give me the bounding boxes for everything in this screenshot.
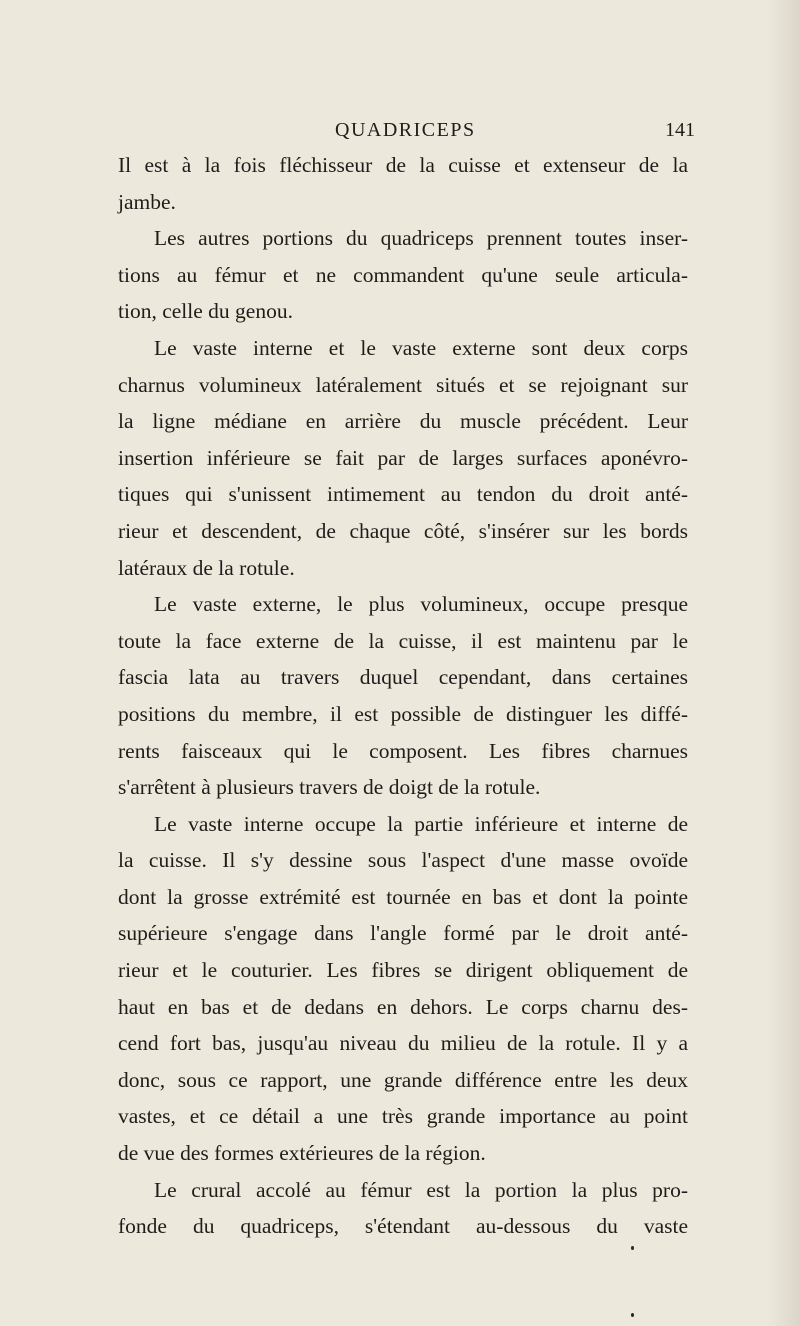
text-line: charnus volumineux latéralement situés et se rejoignant sur — [118, 372, 688, 397]
text-line: rieur et descendent, de chaque côté, s'insérer sur les bords — [118, 518, 688, 543]
text-line: Le vaste externe, le plus volumineux, occupe presque — [154, 592, 688, 617]
text-line: latéraux de la rotule. — [118, 555, 295, 580]
text-line: toute la face externe de la cuisse, il est maintenu par le — [118, 628, 688, 653]
text-line: insertion inférieure se fait par de larges surfaces aponévro- — [118, 445, 688, 470]
text-line: Le vaste interne occupe la partie inférieure et interne de — [154, 811, 688, 836]
text-line: Le crural accolé au fémur est la portion la plus pro- — [154, 1177, 688, 1202]
text-line: la cuisse. Il s'y dessine sous l'aspect d'une masse ovoïde — [118, 848, 688, 873]
text-line: Les autres portions du quadriceps prennent toutes inser- — [154, 226, 688, 251]
text-line: rieur et le couturier. Les fibres se dirigent obliquement de — [118, 958, 688, 983]
text-line: de vue des formes extérieures de la région. — [118, 1141, 486, 1166]
body-text — [118, 147, 688, 1245]
text-line: vastes, et ce détail a une très grande importance au point — [118, 1104, 688, 1129]
text-line: positions du membre, il est possible de distinguer les diffé- — [118, 701, 688, 726]
text-line: dont la grosse extrémité est tournée en bas et dont la pointe — [118, 884, 688, 909]
text-line: supérieure s'engage dans l'angle formé par le droit anté- — [118, 921, 688, 946]
text-line: haut en bas et de dedans en dehors. Le corps charnu des- — [118, 994, 688, 1019]
page-header — [0, 118, 800, 142]
paper-speck — [631, 1313, 634, 1317]
text-line: donc, sous ce rapport, une grande différence entre les deux — [118, 1067, 688, 1092]
text-line: la ligne médiane en arrière du muscle précédent. Leur — [118, 409, 688, 434]
text-line: tion, celle du genou. — [118, 299, 293, 324]
text-line: tiques qui s'unissent intimement au tendon du droit anté- — [118, 482, 688, 507]
page-number: 141 — [665, 119, 695, 141]
paper-speck — [631, 1246, 634, 1250]
text-line: fascia lata au travers duquel cependant, dans certaines — [118, 665, 688, 690]
text-line: rents faisceaux qui le composent. Les fibres charnues — [118, 738, 688, 763]
text-line: cend fort bas, jusqu'au niveau du milieu de la rotule. Il y a — [118, 1031, 688, 1056]
text-line: Il est à la fois fléchisseur de la cuisse et extenseur de la — [118, 153, 688, 177]
text-line: Le vaste interne et le vaste externe sont deux corps — [154, 335, 688, 360]
text-line: jambe. — [118, 189, 176, 214]
text-line: fonde du quadriceps, s'étendant au-dessous du vaste — [118, 1214, 688, 1239]
running-head: QUADRICEPS — [335, 119, 476, 141]
text-line: tions au fémur et ne commandent qu'une seule articula- — [118, 262, 688, 287]
text-line: s'arrêtent à plusieurs travers de doigt de la rotule. — [118, 775, 541, 800]
